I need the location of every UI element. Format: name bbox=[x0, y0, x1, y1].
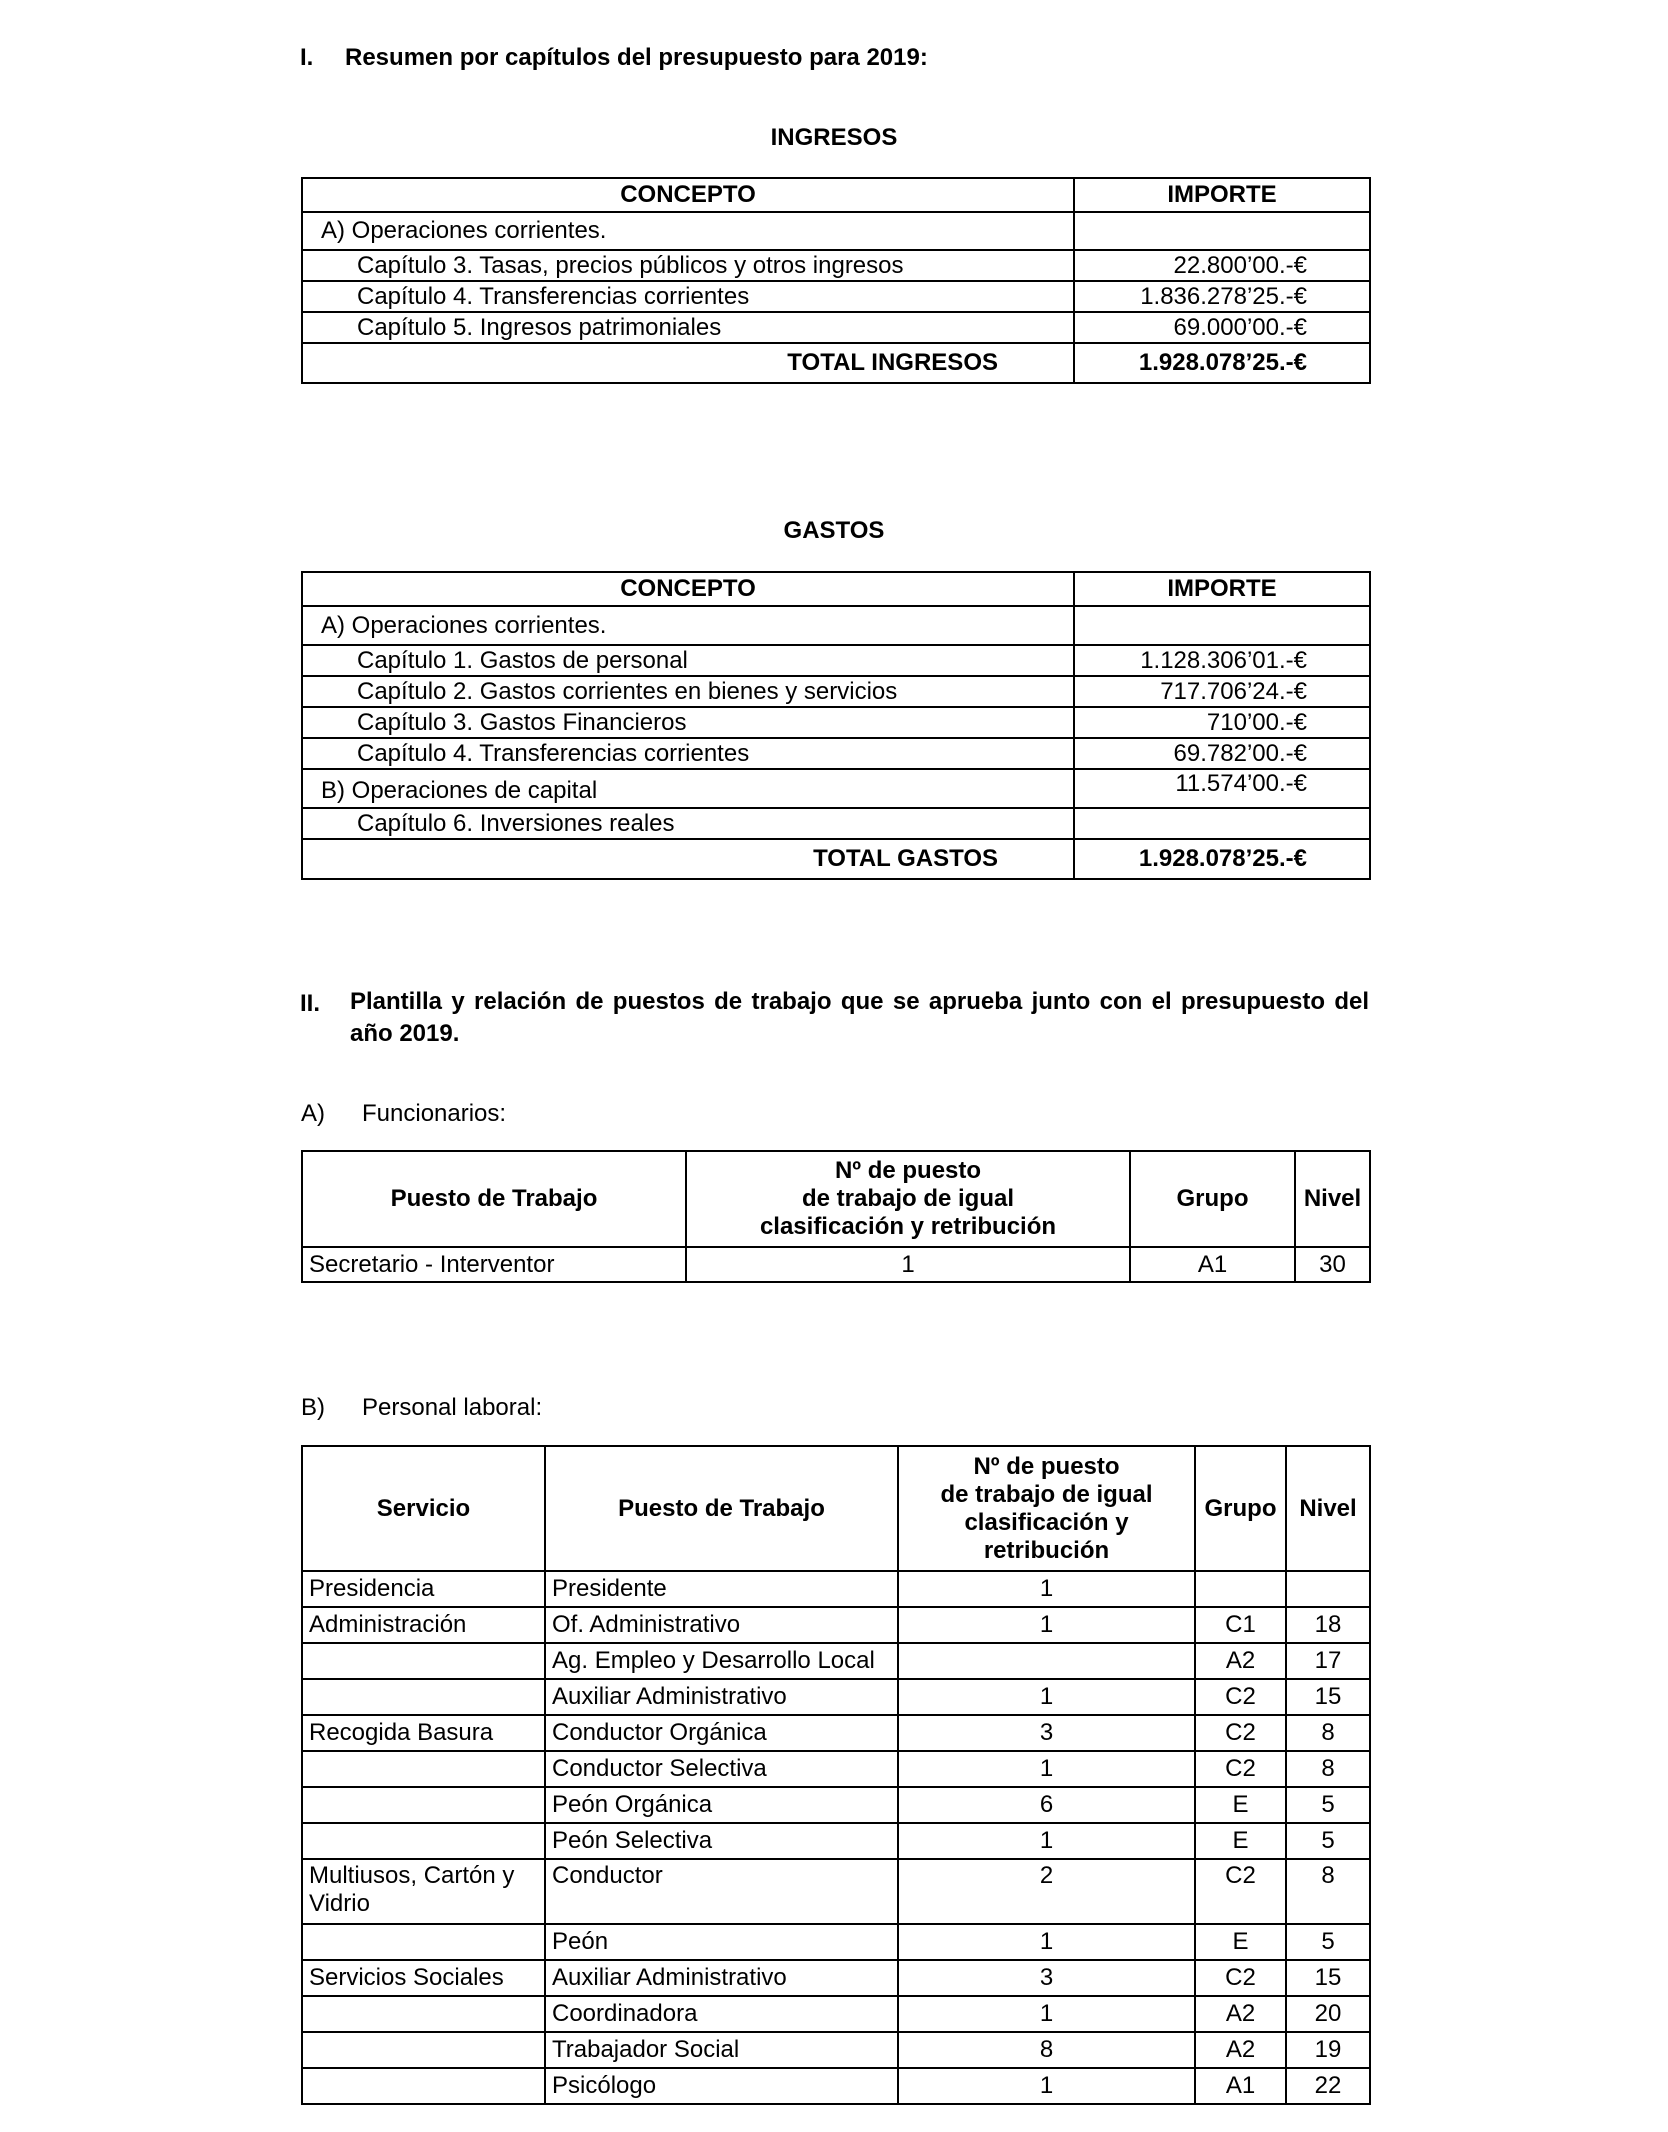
concepto-cell: Capítulo 6. Inversiones reales bbox=[302, 808, 1074, 839]
numero-cell: 1 bbox=[898, 1924, 1195, 1960]
table-row bbox=[302, 250, 1370, 281]
table-row bbox=[302, 1607, 1370, 1643]
grupo-cell: C2 bbox=[1195, 1859, 1286, 1924]
puesto-cell: Conductor bbox=[545, 1859, 898, 1924]
servicio-cell bbox=[302, 2032, 545, 2068]
servicio-cell bbox=[302, 1787, 545, 1823]
header-numero bbox=[898, 1446, 1195, 1571]
nivel-cell: 30 bbox=[1295, 1247, 1370, 1282]
grupo-cell: C2 bbox=[1195, 1715, 1286, 1751]
grupo-cell: A2 bbox=[1195, 1996, 1286, 2032]
nivel-cell: 18 bbox=[1286, 1607, 1370, 1643]
numero-cell bbox=[898, 1643, 1195, 1679]
header-puesto: Puesto de Trabajo bbox=[545, 1446, 898, 1571]
table-row bbox=[302, 281, 1370, 312]
concepto-cell: Capítulo 3. Gastos Financieros bbox=[302, 707, 1074, 738]
table-row bbox=[302, 2068, 1370, 2104]
total-label: TOTAL INGRESOS bbox=[302, 343, 1074, 383]
importe-cell bbox=[1074, 606, 1370, 645]
table-row bbox=[302, 645, 1370, 676]
total-value: 1.928.078’25.-€ bbox=[1074, 343, 1370, 383]
nivel-cell: 8 bbox=[1286, 1859, 1370, 1924]
nivel-cell: 8 bbox=[1286, 1715, 1370, 1751]
header-importe: IMPORTE bbox=[1074, 178, 1370, 212]
numero-cell: 3 bbox=[898, 1960, 1195, 1996]
table-row bbox=[302, 1859, 1370, 1924]
nivel-cell: 5 bbox=[1286, 1823, 1370, 1859]
concepto-cell: Capítulo 4. Transferencias corrientes bbox=[302, 738, 1074, 769]
servicio-cell bbox=[302, 1679, 545, 1715]
header-grupo: Grupo bbox=[1195, 1446, 1286, 1571]
table-row bbox=[302, 1960, 1370, 1996]
table-row bbox=[302, 1823, 1370, 1859]
nivel-cell: 15 bbox=[1286, 1679, 1370, 1715]
table-row bbox=[302, 1996, 1370, 2032]
laboral-label: Personal laboral: bbox=[362, 1394, 543, 1421]
header-line: retribución bbox=[983, 1536, 1110, 1564]
nivel-cell: 17 bbox=[1286, 1643, 1370, 1679]
grupo-cell: C1 bbox=[1195, 1607, 1286, 1643]
servicio-cell bbox=[302, 1996, 545, 2032]
header-nivel: Nivel bbox=[1286, 1446, 1370, 1571]
numero-cell: 1 bbox=[898, 1996, 1195, 2032]
nivel-cell: 15 bbox=[1286, 1960, 1370, 1996]
numero-cell: 1 bbox=[898, 1823, 1195, 1859]
servicio-cell: Presidencia bbox=[302, 1571, 545, 1607]
puesto-cell: Presidente bbox=[545, 1571, 898, 1607]
table-row bbox=[302, 676, 1370, 707]
servicio-cell: Recogida Basura bbox=[302, 1715, 545, 1751]
nivel-cell: 20 bbox=[1286, 1996, 1370, 2032]
importe-cell: 717.706’24.-€ bbox=[1074, 676, 1370, 707]
section-2-number: II. bbox=[300, 990, 321, 1017]
puesto-cell: Trabajador Social bbox=[545, 2032, 898, 2068]
laboral-letter: B) bbox=[301, 1394, 325, 1421]
concepto-cell: A) Operaciones corrientes. bbox=[302, 606, 1074, 645]
header-concepto: CONCEPTO bbox=[302, 572, 1074, 606]
grupo-cell: C2 bbox=[1195, 1679, 1286, 1715]
concepto-cell: A) Operaciones corrientes. bbox=[302, 212, 1074, 250]
servicio-cell: Multiusos, Cartón y Vidrio bbox=[302, 1859, 545, 1924]
table-row bbox=[302, 1787, 1370, 1823]
importe-cell: 11.574’00.-€ bbox=[1074, 769, 1370, 808]
section-1-title: Resumen por capítulos del presupuesto para 2019: bbox=[345, 44, 928, 71]
header-numero bbox=[686, 1151, 1130, 1247]
numero-cell: 8 bbox=[898, 2032, 1195, 2068]
puesto-cell: Coordinadora bbox=[545, 1996, 898, 2032]
header-line: de trabajo de igual bbox=[940, 1480, 1153, 1508]
concepto-cell: Capítulo 5. Ingresos patrimoniales bbox=[302, 312, 1074, 343]
importe-cell: 69.000’00.-€ bbox=[1074, 312, 1370, 343]
funcionarios-letter: A) bbox=[301, 1100, 325, 1127]
table-row bbox=[302, 1924, 1370, 1960]
numero-cell: 1 bbox=[898, 1607, 1195, 1643]
header-puesto: Puesto de Trabajo bbox=[302, 1151, 686, 1247]
table-row bbox=[302, 1751, 1370, 1787]
table-row bbox=[302, 1715, 1370, 1751]
grupo-cell: A1 bbox=[1195, 2068, 1286, 2104]
importe-cell: 710’00.-€ bbox=[1074, 707, 1370, 738]
total-row bbox=[302, 343, 1370, 383]
table-row bbox=[302, 1643, 1370, 1679]
table-row bbox=[302, 769, 1370, 808]
puesto-cell: Auxiliar Administrativo bbox=[545, 1960, 898, 1996]
servicio-cell: Servicios Sociales bbox=[302, 1960, 545, 1996]
header-line: Nº de puesto bbox=[834, 1157, 982, 1184]
numero-cell: 1 bbox=[686, 1247, 1130, 1282]
table-row bbox=[302, 606, 1370, 645]
concepto-cell: Capítulo 3. Tasas, precios públicos y otros ingresos bbox=[302, 250, 1074, 281]
nivel-cell: 22 bbox=[1286, 2068, 1370, 2104]
servicio-cell: Administración bbox=[302, 1607, 545, 1643]
importe-cell bbox=[1074, 808, 1370, 839]
servicio-cell bbox=[302, 1924, 545, 1960]
ingresos-title: INGRESOS bbox=[770, 124, 898, 151]
importe-cell: 1.128.306’01.-€ bbox=[1074, 645, 1370, 676]
grupo-cell: A1 bbox=[1130, 1247, 1295, 1282]
puesto-cell: Peón Orgánica bbox=[545, 1787, 898, 1823]
table-row bbox=[302, 312, 1370, 343]
numero-cell: 3 bbox=[898, 1715, 1195, 1751]
puesto-cell: Secretario - Interventor bbox=[302, 1247, 686, 1282]
servicio-cell bbox=[302, 2068, 545, 2104]
puesto-cell: Peón bbox=[545, 1924, 898, 1960]
grupo-cell: C2 bbox=[1195, 1751, 1286, 1787]
grupo-cell bbox=[1195, 1571, 1286, 1607]
header-servicio: Servicio bbox=[302, 1446, 545, 1571]
ingresos-table bbox=[301, 177, 1371, 384]
grupo-cell: C2 bbox=[1195, 1960, 1286, 1996]
table-row bbox=[302, 1679, 1370, 1715]
section-1-number: I. bbox=[300, 44, 314, 71]
concepto-cell: Capítulo 2. Gastos corrientes en bienes y servicios bbox=[302, 676, 1074, 707]
grupo-cell: E bbox=[1195, 1787, 1286, 1823]
grupo-cell: E bbox=[1195, 1823, 1286, 1859]
concepto-cell: Capítulo 1. Gastos de personal bbox=[302, 645, 1074, 676]
table-row bbox=[302, 738, 1370, 769]
numero-cell: 6 bbox=[898, 1787, 1195, 1823]
puesto-cell: Ag. Empleo y Desarrollo Local bbox=[545, 1643, 898, 1679]
table-row bbox=[302, 1247, 1370, 1282]
table-row bbox=[302, 212, 1370, 250]
concepto-cell: Capítulo 4. Transferencias corrientes bbox=[302, 281, 1074, 312]
numero-cell: 2 bbox=[898, 1859, 1195, 1924]
total-label: TOTAL GASTOS bbox=[302, 839, 1074, 879]
puesto-cell: Psicólogo bbox=[545, 2068, 898, 2104]
nivel-cell: 8 bbox=[1286, 1751, 1370, 1787]
nivel-cell: 5 bbox=[1286, 1787, 1370, 1823]
table-row bbox=[302, 1571, 1370, 1607]
total-value: 1.928.078’25.-€ bbox=[1074, 839, 1370, 879]
header-line: de trabajo de igual bbox=[801, 1185, 1015, 1212]
puesto-cell: Conductor Selectiva bbox=[545, 1751, 898, 1787]
table-row bbox=[302, 2032, 1370, 2068]
servicio-cell bbox=[302, 1643, 545, 1679]
importe-cell: 22.800’00.-€ bbox=[1074, 250, 1370, 281]
laboral-body bbox=[302, 1571, 1370, 2104]
importe-cell bbox=[1074, 212, 1370, 250]
grupo-cell: A2 bbox=[1195, 1643, 1286, 1679]
header-line: clasificación y bbox=[964, 1508, 1129, 1536]
concepto-cell: B) Operaciones de capital bbox=[302, 769, 1074, 808]
puesto-cell: Conductor Orgánica bbox=[545, 1715, 898, 1751]
puesto-cell: Of. Administrativo bbox=[545, 1607, 898, 1643]
gastos-title: GASTOS bbox=[783, 517, 885, 544]
puesto-cell: Peón Selectiva bbox=[545, 1823, 898, 1859]
section-2-title: Plantilla y relación de puestos de trabajo que se aprueba junto con el presupuesto del año 2019. bbox=[350, 988, 1369, 1047]
nivel-cell: 5 bbox=[1286, 1924, 1370, 1960]
table-row bbox=[302, 707, 1370, 738]
numero-cell: 1 bbox=[898, 2068, 1195, 2104]
gastos-table bbox=[301, 571, 1371, 880]
nivel-cell bbox=[1286, 1571, 1370, 1607]
numero-cell: 1 bbox=[898, 1679, 1195, 1715]
nivel-cell: 19 bbox=[1286, 2032, 1370, 2068]
header-nivel: Nivel bbox=[1295, 1151, 1370, 1247]
funcionarios-table bbox=[301, 1150, 1371, 1283]
table-row bbox=[302, 808, 1370, 839]
importe-cell: 1.836.278’25.-€ bbox=[1074, 281, 1370, 312]
numero-cell: 1 bbox=[898, 1751, 1195, 1787]
header-concepto: CONCEPTO bbox=[302, 178, 1074, 212]
grupo-cell: E bbox=[1195, 1924, 1286, 1960]
grupo-cell: A2 bbox=[1195, 2032, 1286, 2068]
numero-cell: 1 bbox=[898, 1571, 1195, 1607]
header-line: clasificación y retribución bbox=[759, 1213, 1057, 1240]
header-line: Nº de puesto bbox=[973, 1452, 1120, 1480]
header-grupo: Grupo bbox=[1130, 1151, 1295, 1247]
total-row bbox=[302, 839, 1370, 879]
importe-cell: 69.782’00.-€ bbox=[1074, 738, 1370, 769]
servicio-cell bbox=[302, 1823, 545, 1859]
header-importe: IMPORTE bbox=[1074, 572, 1370, 606]
laboral-table bbox=[301, 1445, 1371, 2105]
funcionarios-label: Funcionarios: bbox=[362, 1100, 507, 1127]
servicio-cell bbox=[302, 1751, 545, 1787]
puesto-cell: Auxiliar Administrativo bbox=[545, 1679, 898, 1715]
